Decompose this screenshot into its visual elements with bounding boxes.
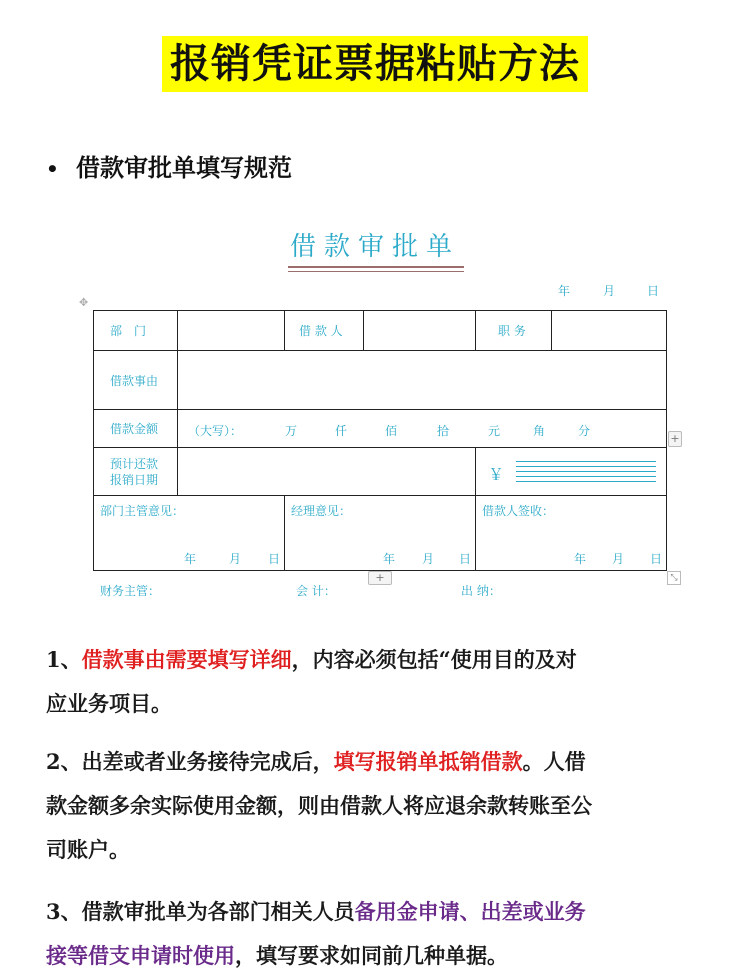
reason-value[interactable] <box>178 351 667 410</box>
repay-label-line1: 预计还款 <box>110 456 159 471</box>
unit-yuan: 元 <box>488 424 501 438</box>
p1-text-cont: 应业务项目。 <box>46 691 172 716</box>
position-label: 职 务 <box>476 311 552 351</box>
amount-label: 借款金额 <box>94 410 178 448</box>
accountant-label: 会 计： <box>296 584 336 598</box>
paragraph-2 <box>46 740 706 872</box>
page-title: 报销凭证票据粘贴方法 <box>162 36 588 92</box>
section-heading <box>46 148 292 183</box>
p2-text: 2、出差或者业务接待完成后， <box>46 749 334 774</box>
manager-opinion-cell[interactable] <box>285 496 476 571</box>
dept-head-year: 年 <box>184 552 197 566</box>
p1-number: 1、 <box>46 647 82 672</box>
dept-label: 部 门 <box>94 311 178 351</box>
header-month: 月 <box>603 284 616 298</box>
dept-head-day: 日 <box>268 552 281 566</box>
p2-highlight: 填写报销单抵销借款 <box>333 749 523 774</box>
table-move-icon[interactable]: ✥ <box>79 296 89 309</box>
repay-label-line2: 报销日期 <box>110 472 159 487</box>
dept-head-opinion-label: 部门主管意见： <box>100 504 185 518</box>
title-underline <box>288 266 464 268</box>
p1-highlight: 借款事由需要填写详细 <box>81 647 292 672</box>
finance-head-label: 财务主管： <box>100 584 161 598</box>
paragraph-3 <box>46 890 706 978</box>
manager-opinion-label: 经理意见： <box>291 504 352 518</box>
paragraph-1 <box>46 638 706 726</box>
unit-qian: 仟 <box>335 424 348 438</box>
repay-label <box>94 448 178 496</box>
p1-text: ，内容必须包括“使用目的及对 <box>291 647 577 672</box>
p2-text-4: 司账户。 <box>46 837 130 862</box>
unit-jiao: 角 <box>533 424 546 438</box>
unit-fen: 分 <box>578 424 591 438</box>
amount-upper-label: （大写）： <box>188 424 243 438</box>
dept-head-month: 月 <box>229 552 242 566</box>
borrower-sign-cell[interactable] <box>476 496 667 571</box>
yen-symbol: ￥ <box>488 465 505 484</box>
sign-day: 日 <box>650 552 663 566</box>
dept-value[interactable] <box>178 311 285 351</box>
borrower-label: 借 款 人 <box>285 311 364 351</box>
title-underline-second <box>288 271 464 272</box>
p3-highlight: 备用金申请、出差或业务 <box>354 899 586 924</box>
p3-text: 3、借款审批单为各部门相关人员 <box>46 899 355 924</box>
loan-approval-table <box>93 310 667 571</box>
unit-shi: 拾 <box>437 424 450 438</box>
manager-month: 月 <box>422 552 435 566</box>
yen-amount-lines <box>516 461 656 486</box>
header-day: 日 <box>647 284 660 298</box>
add-row-icon[interactable]: + <box>368 571 392 585</box>
dept-head-opinion-cell[interactable] <box>94 496 285 571</box>
resize-handle-icon[interactable]: ⤡ <box>667 571 681 585</box>
title-wrapper <box>0 36 750 92</box>
borrower-sign-label: 借款人签收： <box>482 504 555 518</box>
position-value[interactable] <box>552 311 667 351</box>
section-heading-text: 借款审批单填写规范 <box>76 153 292 182</box>
sign-month: 月 <box>612 552 625 566</box>
manager-year: 年 <box>383 552 396 566</box>
bullet-point: • <box>46 157 59 181</box>
manager-day: 日 <box>459 552 472 566</box>
unit-wan: 万 <box>285 424 298 438</box>
cashier-label: 出 纳： <box>461 584 501 598</box>
header-year: 年 <box>558 284 571 298</box>
amount-value[interactable] <box>178 410 667 448</box>
p3-highlight-2: 接等借支申请时使用 <box>46 943 235 968</box>
p3-text-2: ，填写要求如同前几种单据。 <box>235 943 508 968</box>
p2-text-2: 。人借 <box>522 749 586 774</box>
repay-date-value[interactable] <box>178 448 476 496</box>
p2-text-3: 款金额多余实际使用金额，则由借款人将应退余款转账至公 <box>46 793 592 818</box>
borrower-value[interactable] <box>364 311 476 351</box>
unit-bai: 佰 <box>385 424 398 438</box>
reason-label: 借款事由 <box>94 351 178 410</box>
sign-year: 年 <box>574 552 587 566</box>
add-column-icon[interactable]: + <box>668 431 682 447</box>
form-title: 借款审批单 <box>289 232 460 262</box>
